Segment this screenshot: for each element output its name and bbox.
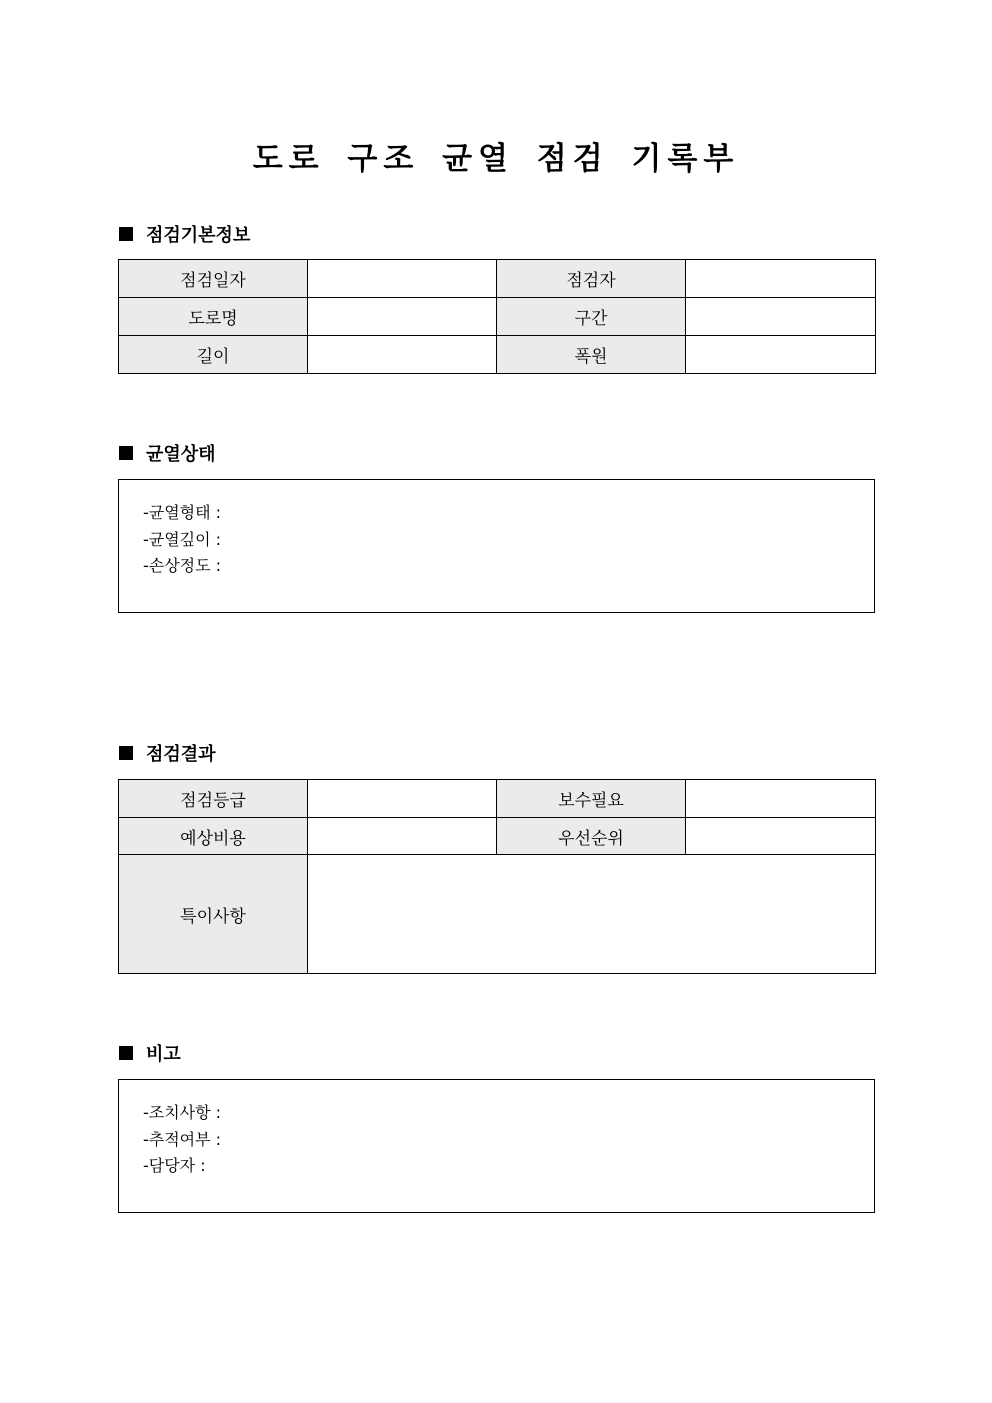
inspector-field[interactable] <box>686 260 876 298</box>
label-inspection-grade: 점검등급 <box>119 780 308 818</box>
square-bullet-icon <box>119 227 133 241</box>
square-bullet-icon <box>119 446 133 460</box>
crack-status-lines <box>143 500 221 580</box>
section-heading-basic-info <box>119 222 250 246</box>
label-width: 폭원 <box>497 336 686 374</box>
table-row <box>119 336 876 374</box>
action-taken-line: -조치사항 : <box>143 1103 222 1122</box>
section-field[interactable] <box>686 298 876 336</box>
table-row <box>119 260 876 298</box>
road-name-field[interactable] <box>308 298 497 336</box>
square-bullet-icon <box>119 746 133 760</box>
inspection-result-table <box>118 779 876 974</box>
section-heading-notes <box>119 1041 181 1065</box>
person-in-charge-line: -담당자 : <box>143 1156 206 1175</box>
basic-info-table <box>118 259 876 374</box>
label-remarks: 특이사항 <box>119 855 308 974</box>
length-field[interactable] <box>308 336 497 374</box>
label-inspector: 점검자 <box>497 260 686 298</box>
priority-field[interactable] <box>686 818 876 855</box>
estimated-cost-field[interactable] <box>308 818 497 855</box>
crack-type-line: -균열형태 : <box>143 503 222 522</box>
document-title: 도로 구조 균열 점검 기록부 <box>252 141 740 177</box>
section-heading-label: 점검기본정보 <box>146 225 251 246</box>
label-repair-needed: 보수필요 <box>497 780 686 818</box>
label-inspection-date: 점검일자 <box>119 260 308 298</box>
damage-level-line: -손상정도 : <box>143 556 222 575</box>
table-row <box>119 818 876 855</box>
crack-depth-line: -균열깊이 : <box>143 529 222 549</box>
label-section: 구간 <box>497 298 686 336</box>
table-row <box>119 780 876 818</box>
remarks-field[interactable] <box>308 855 876 974</box>
section-heading-crack-status <box>119 441 216 465</box>
label-length: 길이 <box>119 336 308 374</box>
section-heading-label: 균열상태 <box>146 444 216 465</box>
follow-up-line: -추적여부 : <box>143 1129 222 1149</box>
repair-needed-field[interactable] <box>686 780 876 818</box>
section-heading-inspection-result <box>119 741 216 765</box>
notes-lines <box>143 1100 221 1180</box>
inspection-date-field[interactable] <box>308 260 497 298</box>
crack-status-box[interactable] <box>118 479 875 613</box>
label-road-name: 도로명 <box>119 298 308 336</box>
section-heading-label: 점검결과 <box>146 744 216 765</box>
table-row <box>119 298 876 336</box>
width-field[interactable] <box>686 336 876 374</box>
table-row <box>119 855 876 974</box>
label-estimated-cost: 예상비용 <box>119 818 308 855</box>
notes-box[interactable] <box>118 1079 875 1213</box>
label-priority: 우선순위 <box>497 818 686 855</box>
inspection-grade-field[interactable] <box>308 780 497 818</box>
section-heading-label: 비고 <box>146 1044 181 1065</box>
square-bullet-icon <box>119 1046 133 1060</box>
